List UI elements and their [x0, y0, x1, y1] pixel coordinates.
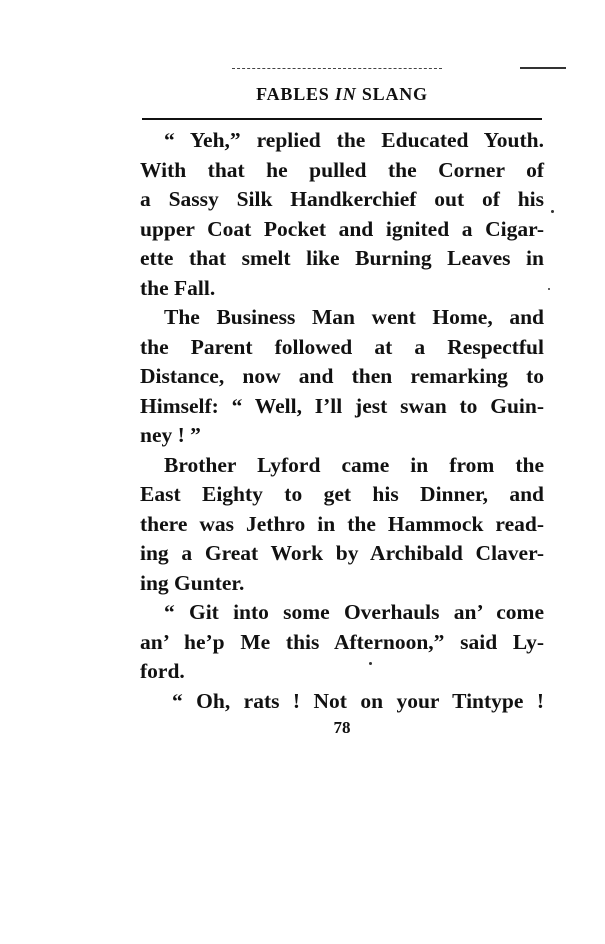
print-speck [551, 210, 554, 213]
print-speck [369, 662, 372, 665]
running-head-italic: IN [334, 84, 357, 104]
body-text [140, 126, 544, 716]
text-line: The Business Man went Home, and [164, 305, 544, 329]
text-line: a Sassy Silk Handkerchief out of his [140, 187, 544, 211]
text-line: “ Yeh,” replied the Educated Youth. [164, 128, 544, 152]
header-rule [142, 118, 542, 120]
text-line: East Eighty to get his Dinner, and [140, 482, 544, 506]
text-line: “ Git into some Overhauls an’ come [164, 600, 544, 624]
running-head [142, 84, 542, 105]
text-line: the Parent followed at a Respectful [140, 334, 544, 359]
text-line: an’ he’p Me this Afternoon,” said Ly- [140, 629, 544, 654]
print-speck [548, 288, 550, 290]
text-line: Himself: “ Well, I’ll jest swan to Guin- [140, 393, 544, 418]
text-line: “ Oh, rats ! Not on your Tintype ! [172, 688, 544, 713]
top-rule-right [520, 67, 566, 69]
text-line: ette that smelt like Burning Leaves in [140, 246, 544, 270]
text-line: With that he pulled the Corner of [140, 157, 544, 182]
top-rule [232, 68, 442, 69]
page-number: 78 [333, 718, 351, 737]
text-line: Distance, now and then remarking to [140, 364, 544, 388]
text-line: ney ! ” [140, 423, 201, 447]
text-line: the Fall. [140, 275, 216, 300]
running-head-part2: SLANG [356, 84, 428, 104]
text-line: Brother Lyford came in from the [164, 452, 544, 477]
running-head-part1: FABLES [256, 84, 335, 104]
text-line: upper Coat Pocket and ignited a Cigar- [140, 216, 544, 241]
text-line: ing Gunter. [140, 570, 245, 595]
text-line: there was Jethro in the Hammock read- [140, 511, 544, 536]
text-line: ford. [140, 659, 185, 683]
text-line: ing a Great Work by Archibald Claver- [140, 541, 544, 565]
